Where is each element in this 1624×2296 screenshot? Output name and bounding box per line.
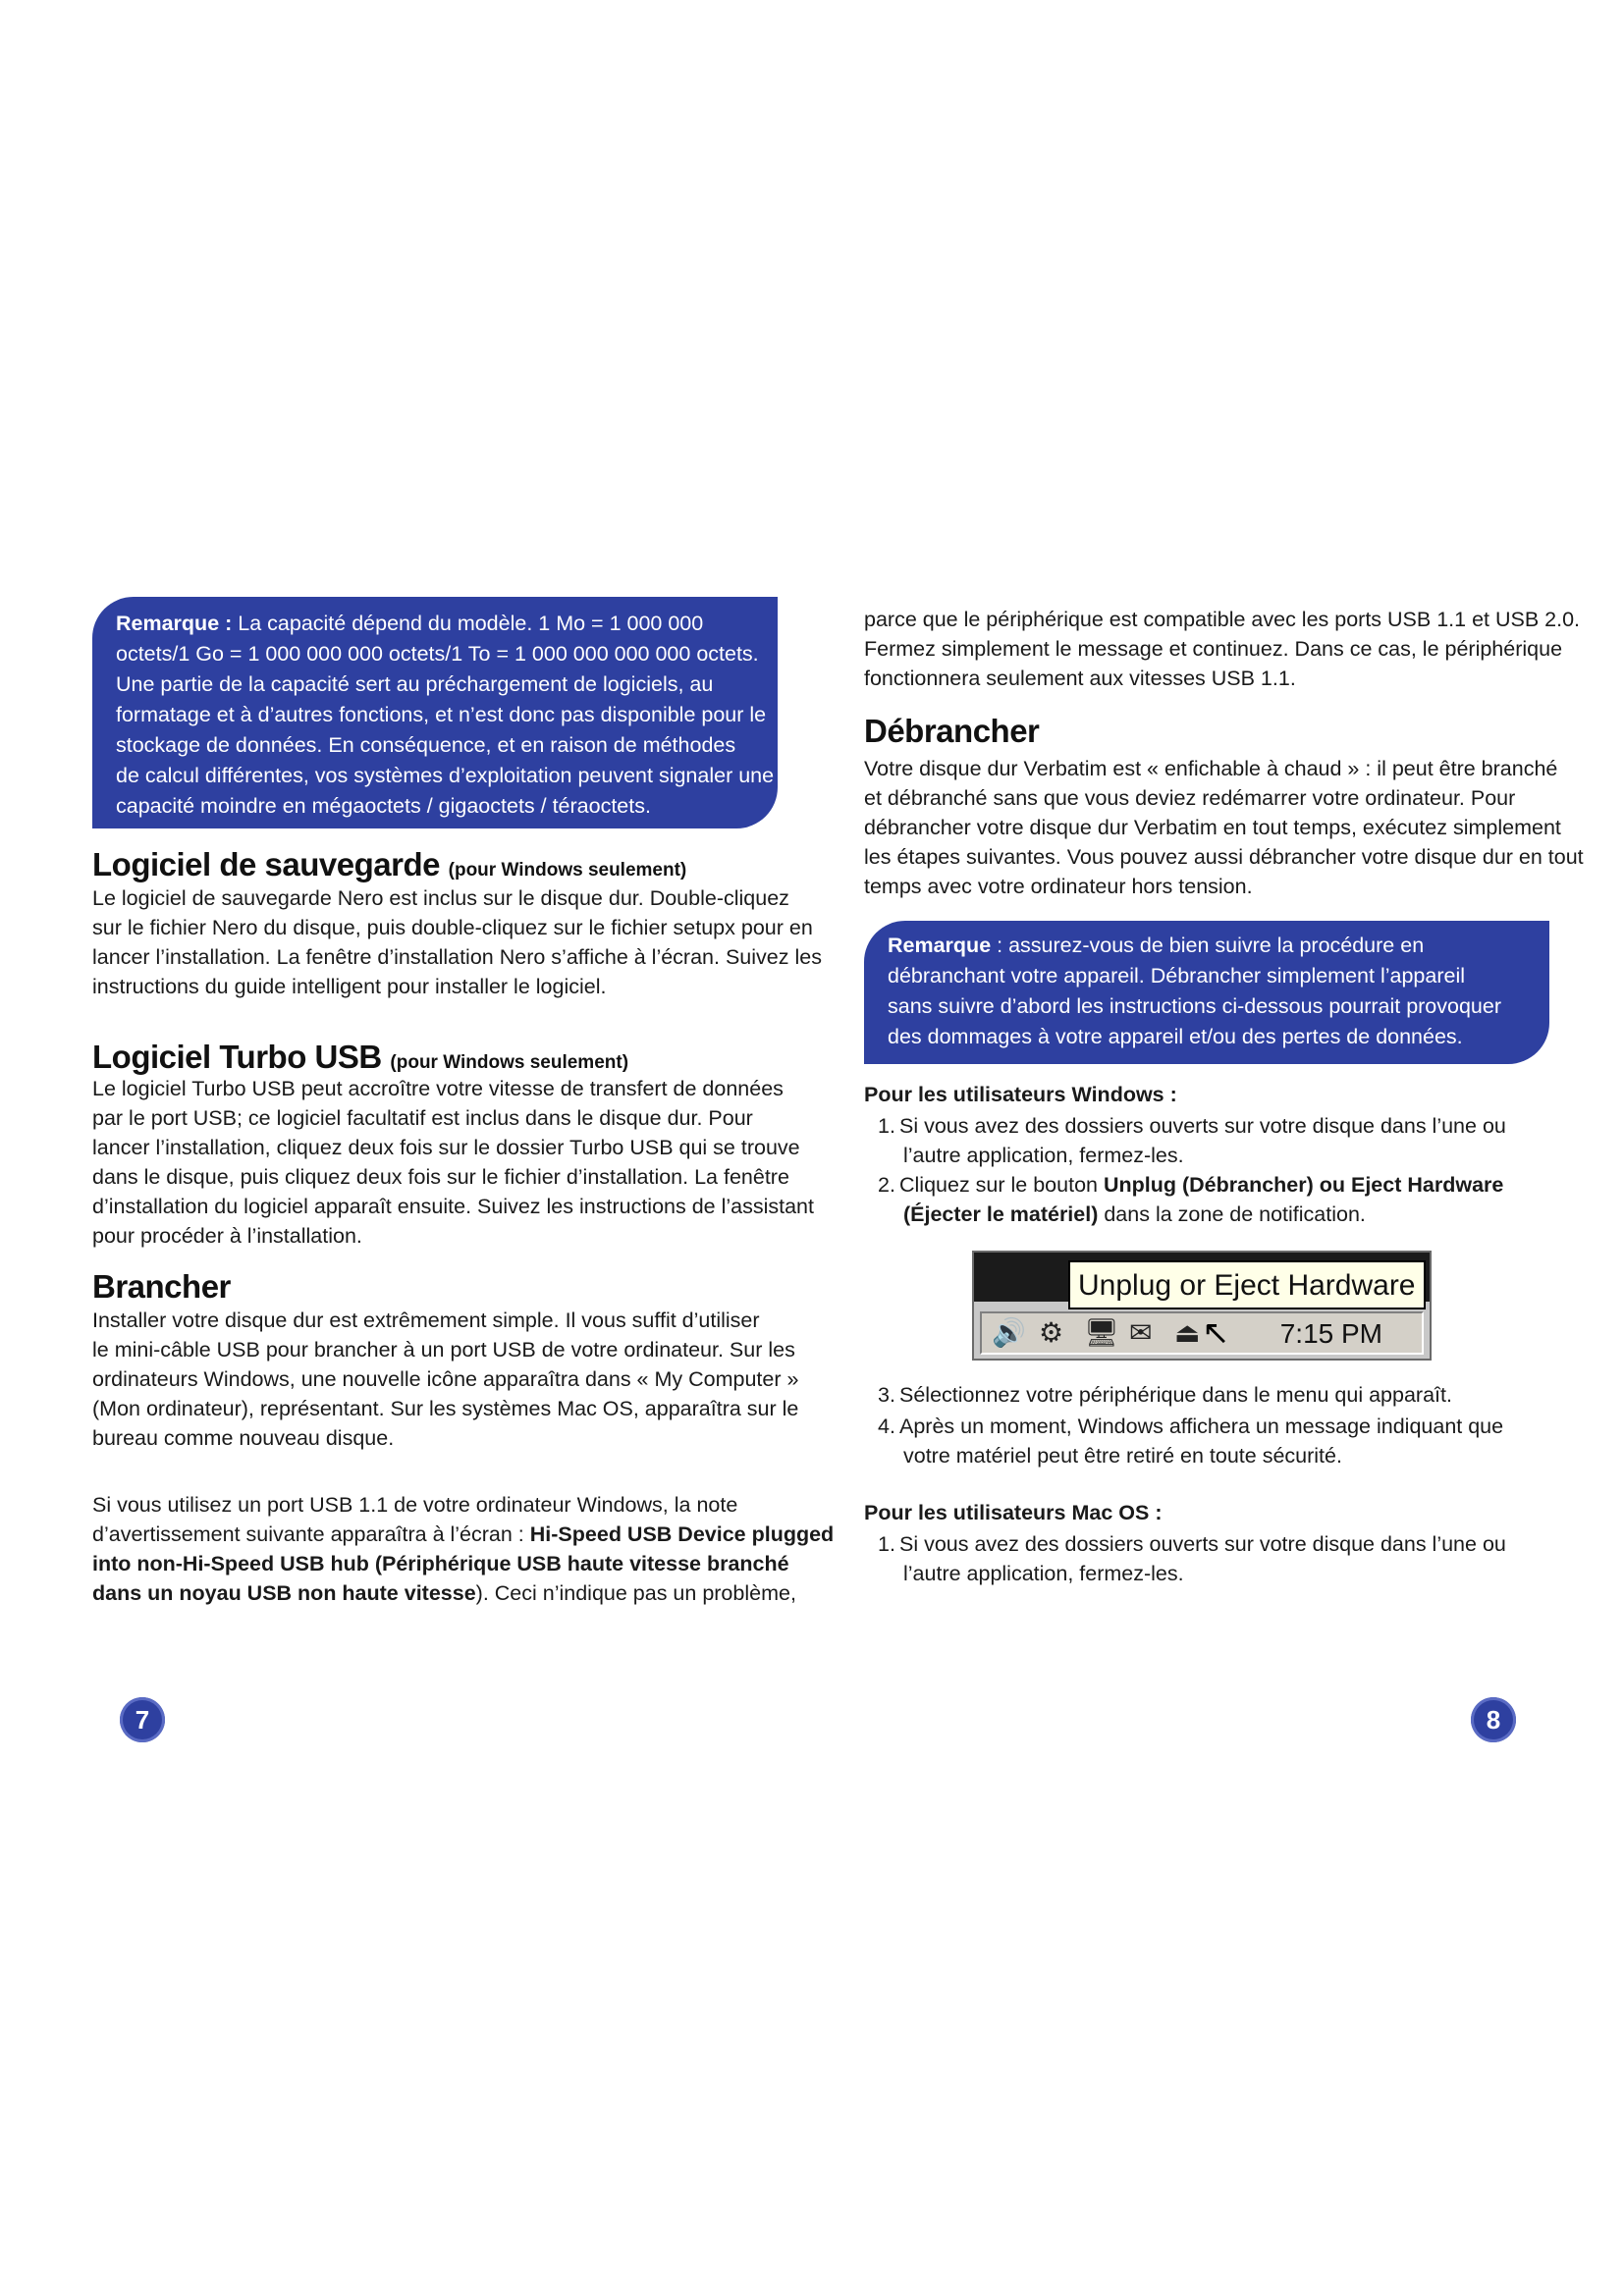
capacity-note [92, 597, 778, 828]
capacity-note-line-2: octets/1 Go = 1 000 000 000 octets/1 To = 1 000 000 000 000 octets. [116, 642, 759, 666]
eject-hardware-icon[interactable]: ⏏ [1174, 1317, 1201, 1348]
mail-icon[interactable]: ✉ [1129, 1317, 1153, 1348]
windows-step-2: 2. Cliquez sur le bouton Unplug (Débrancher) ou Eject Hardware (Éjecter le matériel) dans la zone de notification. [878, 1173, 1504, 1226]
plug-paragraph-1: Installer votre disque dur est extrêmement simple. Il vous suffit d’utiliser le mini-câble USB pour brancher à un port USB de votre ordinateur. Sur les ordinateurs Windows, une nouvelle icône apparaîtra dans « My Computer » (Mon ordinateur), représentant. Sur les systèmes Mac OS, apparaîtra sur le bureau comme nouveau disque. [92, 1308, 799, 1450]
capacity-note-line-4: formatage et à d’autres fonctions, et n’est donc pas disponible pour le [116, 703, 767, 726]
mouse-cursor-icon: ↖ [1202, 1314, 1230, 1352]
windows-step-1: 1. Si vous avez des dossiers ouverts sur votre disque dans l’une ou l’autre application, fermez-les. [878, 1114, 1506, 1167]
windows-heading: Pour les utilisateurs Windows : [864, 1083, 1177, 1106]
capacity-note-line-3: Une partie de la capacité sert au préchargement de logiciels, au [116, 672, 714, 696]
turbo-subtitle: (pour Windows seulement) [390, 1052, 629, 1073]
speaker-icon[interactable]: 🔊 [992, 1317, 1026, 1348]
unplug-note-line-2: débranchant votre appareil. Débrancher simplement l’appareil [888, 964, 1465, 988]
unplug-note [864, 921, 1549, 1064]
backup-subtitle: (pour Windows seulement) [448, 860, 687, 881]
unplug-note-label: Remarque [888, 934, 992, 957]
capacity-note-line-1: Remarque : La capacité dépend du modèle. 1 Mo = 1 000 000 [116, 612, 704, 635]
unplug-note-line-3: sans suivre d’abord les instructions ci-dessous pourrait provoquer [888, 994, 1502, 1018]
backup-paragraph: Le logiciel de sauvegarde Nero est inclus sur le disque dur. Double-cliquez sur le fichier Nero du disque, puis double-cliquez sur le fichier setupx pour en lancer l’installation. La fenêtre d’installation Nero s’affiche à l’écran. Suivez les instructions du guide intelligent pour installer le logiciel. [92, 886, 822, 998]
backup-heading: Logiciel de sauvegarde (pour Windows seulement) [92, 846, 687, 882]
mac-heading: Pour les utilisateurs Mac OS : [864, 1501, 1163, 1524]
capacity-note-line-7: capacité moindre en mégaoctets / gigaoctets / téraoctets. [116, 794, 651, 818]
note-label: Remarque : [116, 612, 233, 635]
unplug-note-line-1: Remarque : assurez-vous de bien suivre la procédure en [888, 934, 1425, 957]
network-icon[interactable]: ⚙ [1039, 1317, 1064, 1348]
monitor-icon[interactable]: 🖥 [1084, 1317, 1119, 1348]
plug-heading: Brancher [92, 1268, 231, 1305]
turbo-paragraph: Le logiciel Turbo USB peut accroître votre vitesse de transfert de données par le port USB; ce logiciel facultatif est inclus dans le disque dur. Pour lancer l’installation, cliquez deux fois sur le dossier Turbo USB qui se trouve dans le disque, puis cliquez deux fois sur le fichier d’installation. La fenêtre d’installation du logiciel apparaît ensuite. Suivez les instructions de l’assistant pour procéder à l’installation. [92, 1077, 814, 1248]
unplug-note-line-4: des dommages à votre appareil et/ou des pertes de données. [888, 1025, 1463, 1048]
plug-paragraph-2: Si vous utilisez un port USB 1.1 de votre ordinateur Windows, la note d’avertissement suivante apparaîtra à l’écran : Hi-Speed USB Device plugged into non-Hi-Speed USB hub (Périphérique USB haute vitesse branché dans un noyau USB non haute vitesse). Ceci n’indique pas un problème, [92, 1493, 835, 1605]
unplug-paragraph: Votre disque dur Verbatim est « enfichable à chaud » : il peut être branché et débranché sans que vous deviez redémarrer votre ordinateur. Pour débrancher votre disque dur Verbatim en tout temps, exécutez simplement les étapes suivantes. Vous pouvez aussi débrancher votre disque dur en tout temps avec votre ordinateur hors tension. [864, 757, 1584, 898]
capacity-note-line-6: de calcul différentes, vos systèmes d’exploitation peuvent signaler une [116, 764, 775, 787]
unplug-heading: Débrancher [864, 713, 1040, 749]
unplug-tooltip: Unplug or Eject Hardware [1068, 1260, 1426, 1309]
tray-clock: 7:15 PM [1279, 1318, 1382, 1349]
turbo-heading: Logiciel Turbo USB (pour Windows seulement) [92, 1039, 629, 1075]
capacity-note-line-5: stockage de données. En conséquence, et en raison de méthodes [116, 733, 736, 757]
continuation-paragraph: parce que le périphérique est compatible avec les ports USB 1.1 et USB 2.0. Fermez simplement le message et continuez. Dans ce cas, le périphérique fonctionnera seulement aux vitesses USB 1.1. [864, 608, 1581, 690]
windows-step-4: 4. Après un moment, Windows affichera un message indiquant que votre matériel peut être retiré en toute sécurité. [878, 1415, 1504, 1468]
mac-step-1: 1. Si vous avez des dossiers ouverts sur votre disque dans l’une ou l’autre application, fermez-les. [878, 1532, 1506, 1585]
windows-step-3: 3. Sélectionnez votre périphérique dans le menu qui apparaît. [878, 1383, 1452, 1407]
system-tray-screenshot [972, 1251, 1432, 1361]
page-number-right: 8 [1471, 1697, 1516, 1742]
page-number-left: 7 [120, 1697, 165, 1742]
